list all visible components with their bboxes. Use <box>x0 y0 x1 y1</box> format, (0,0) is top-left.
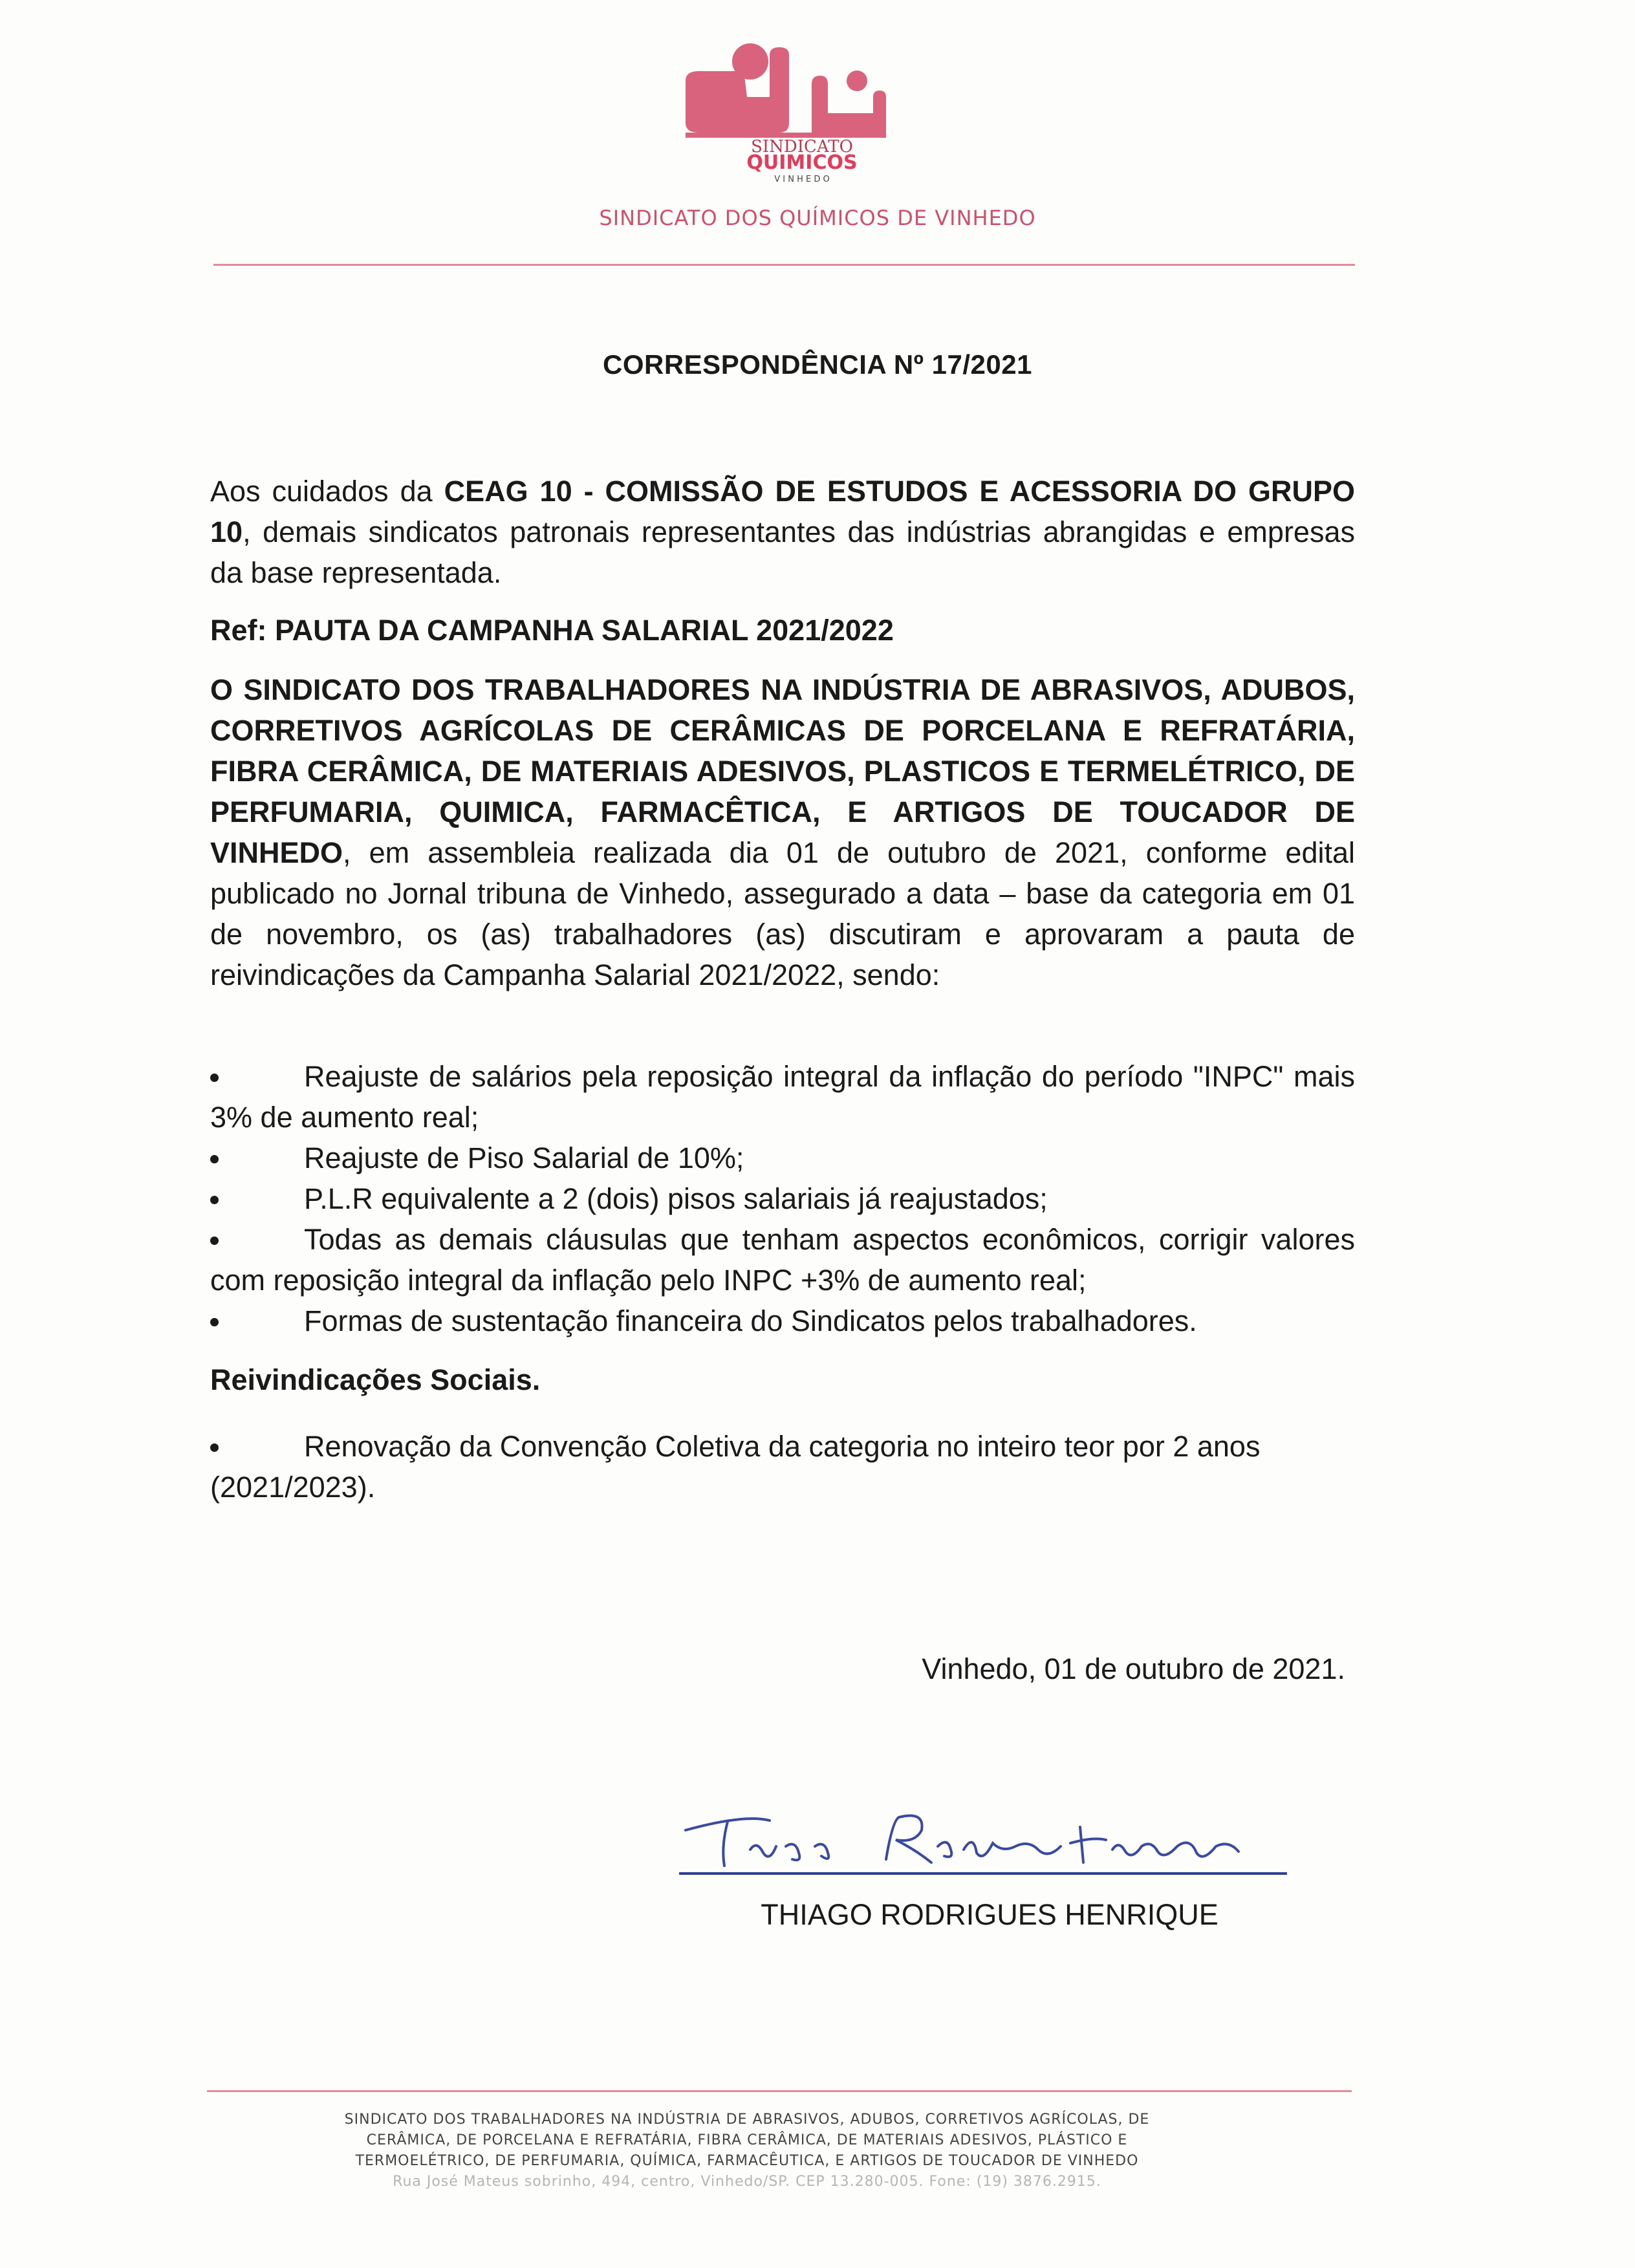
list-item-text: Reajuste de Piso Salarial de 10%; <box>304 1141 744 1174</box>
list-item-text: Formas de sustentação financeira do Sindicatos pelos trabalhadores. <box>304 1304 1197 1337</box>
union-full-name: O SINDICATO DOS TRABALHADORES NA INDÚSTRIA DE ABRASIVOS, ADUBOS, CORRETIVOS AGRÍCOLAS DE CERÂMICAS DE PORCELANA E REFRATÁRIA, FIBRA CERÂMICA, DE MATERIAIS ADESIVOS, PLASTICOS E TERMELÉTRICO, DE PERFUMARIA, QUIMICA, FARMACÊTICA, E ARTIGOS DE TOUCADOR DE VINHEDO <box>210 673 1355 869</box>
logo-text-sindicato: SINDICATO <box>751 137 853 157</box>
list-item-text: P.L.R equivalente a 2 (dois) pisos salariais já reajustados; <box>304 1182 1048 1215</box>
social-demands-list <box>210 1426 1355 1507</box>
list-item <box>210 1426 1355 1507</box>
main-paragraph-text: , em assembleia realizada dia 01 de outubro de 2021, conforme edital publicado no Jornal tribuna de Vinhedo, assegurado a data – base da categoria em 01 de novembro, os (as) trabalhadores (as) discutiram e aprovaram a pauta de reivindicações da Campanha Salarial 2021/2022, sendo: <box>210 836 1355 991</box>
recipient-bold: CEAG 10 - COMISSÃO DE ESTUDOS E ACESSORIA DO GRUPO 10 <box>210 475 1355 548</box>
footer-address: Rua José Mateus sobrinho, 494, centro, Vinhedo/SP. CEP 13.280-005. Fone: (19) 3876.2915. <box>393 2174 1101 2190</box>
footer-line: TERMOELÉTRICO, DE PERFUMARIA, QUÍMICA, FARMACÊUTICA, E ARTIGOS DE TOUCADOR DE VINHEDO <box>355 2153 1139 2169</box>
footer <box>285 2110 1209 2192</box>
header-divider <box>213 264 1355 266</box>
signer-name: THIAGO RODRIGUES HENRIQUE <box>761 1898 1218 1931</box>
bullet-icon <box>210 1237 219 1245</box>
document-title: CORRESPONDÊNCIA Nº 17/2021 <box>603 349 1032 380</box>
list-item <box>210 1056 1355 1138</box>
main-paragraph <box>210 669 1355 995</box>
bullet-icon <box>210 1196 219 1204</box>
reference-line: Ref: PAUTA DA CAMPANHA SALARIAL 2021/2022 <box>210 614 894 647</box>
social-demands-heading: Reivindicações Sociais. <box>210 1363 541 1396</box>
demands-list <box>210 1056 1355 1341</box>
list-item-text: Renovação da Convenção Coletiva da categoria no inteiro teor por 2 anos (2021/2023). <box>210 1430 1261 1504</box>
date-line: Vinhedo, 01 de outubro de 2021. <box>922 1652 1345 1685</box>
list-item <box>210 1219 1355 1301</box>
handwritten-signature <box>666 1801 1300 1885</box>
bullet-icon <box>210 1443 219 1452</box>
recipient-paragraph <box>210 471 1355 593</box>
footer-divider <box>207 2090 1352 2092</box>
logo-text-vinhedo: V I N H E D O <box>774 175 830 184</box>
list-item <box>210 1138 1355 1178</box>
logo-text-quimicos: QUIMICOS <box>746 151 858 174</box>
bullet-icon <box>210 1318 219 1326</box>
logo-head-right <box>847 70 867 91</box>
bullet-icon <box>210 1074 219 1082</box>
list-item <box>210 1178 1355 1219</box>
recipient-prefix: Aos cuidados da <box>210 475 444 508</box>
union-logo <box>673 36 918 184</box>
list-item-text: Reajuste de salários pela reposição integral da inflação do período "INPC" mais 3% de aumento real; <box>210 1060 1355 1134</box>
organization-name: SINDICATO DOS QUÍMICOS DE VINHEDO <box>599 206 1036 230</box>
list-item <box>210 1301 1355 1341</box>
recipient-rest: , demais sindicatos patronais representantes das indústrias abrangidas e empresas da base representada. <box>210 515 1355 589</box>
bullet-icon <box>210 1155 219 1163</box>
footer-line: SINDICATO DOS TRABALHADORES NA INDÚSTRIA DE ABRASIVOS, ADUBOS, CORRETIVOS AGRÍCOLAS, DE <box>344 2111 1150 2128</box>
footer-line: CERÂMICA, DE PORCELANA E REFRATÁRIA, FIBRA CERÂMICA, DE MATERIAIS ADESIVOS, PLÁSTICO E <box>366 2132 1128 2148</box>
list-item-text: Todas as demais cláusulas que tenham aspectos econômicos, corrigir valores com reposição integral da inflação pelo INPC +3% de aumento real; <box>210 1223 1355 1297</box>
